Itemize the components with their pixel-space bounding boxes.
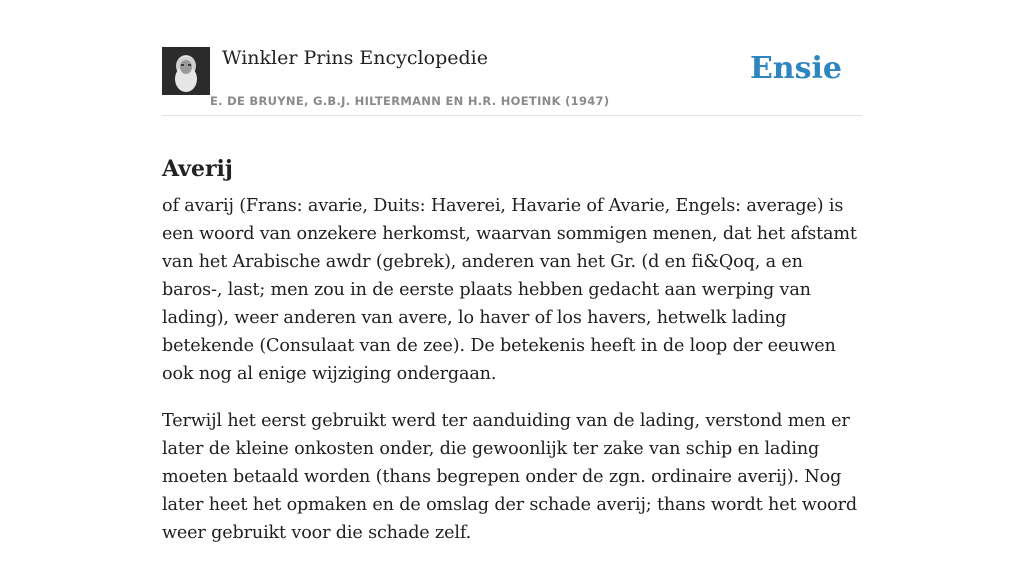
site-name[interactable]: Winkler Prins Encyclopedie xyxy=(222,47,488,69)
article-paragraph: of avarij (Frans: avarie, Duits: Haverei, Havarie of Avarie, Engels: average) is een woord van onzekere herkomst, waarvan sommigen menen, dat het afstamt van het Arabische awdr (gebrek), anderen van het Gr. (d en fi&Qoq, a en baros-, last; men zou in de eerste plaats hebben gedacht aan werping van lading), weer anderen van avere, lo haver of los havers, hetwelk lading betekende (Consulaat van de zee). De betekenis heeft in de loop der eeuwen ook nog al enige wijziging ondergaan. xyxy=(162,196,857,384)
article-body xyxy=(162,192,862,566)
authors-credit: E. DE BRUYNE, G.B.J. HILTERMANN EN H.R. HOETINK (1947) xyxy=(210,94,610,108)
ensie-logo[interactable]: Ensie xyxy=(749,51,842,86)
author-avatar-icon[interactable] xyxy=(162,47,210,95)
article-title: Averij xyxy=(162,155,233,182)
article-paragraph: Terwijl het eerst gebruikt werd ter aanduiding van de lading, verstond men er later de kleine onkosten onder, die gewoonlijk ter zake van schip en lading moeten betaald worden (thans begrepen onder de zgn. ordinaire averij). Nog later heet het opmaken en de omslag der schade averij; thans wordt het woord weer gebruikt voor die schade zelf. xyxy=(162,411,857,543)
site-header xyxy=(162,0,862,116)
